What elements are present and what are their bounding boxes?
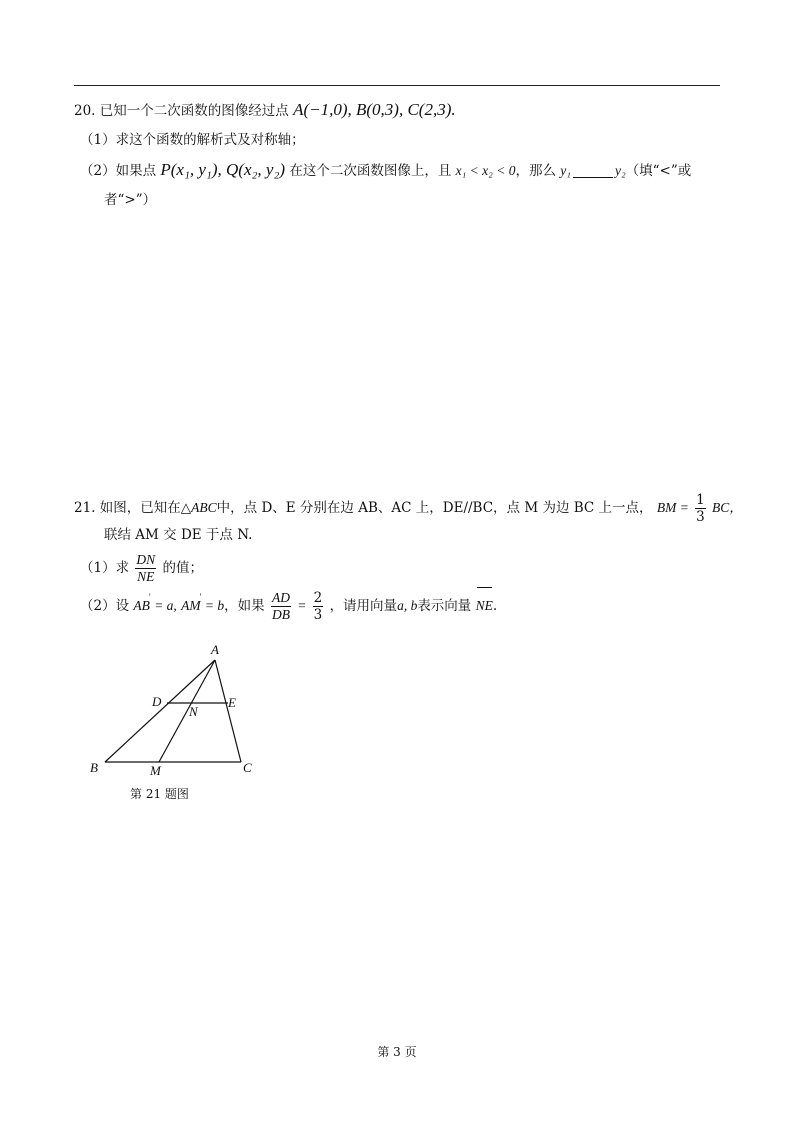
q20-part2 bbox=[80, 160, 691, 181]
q21-ad: AD bbox=[271, 590, 290, 605]
q21-db: DB bbox=[271, 607, 290, 622]
segment-ac bbox=[215, 660, 241, 762]
q21-dn: DN bbox=[136, 552, 156, 567]
q20-number: 20. bbox=[74, 103, 96, 119]
q21-part1-text-b: 的值； bbox=[162, 560, 203, 576]
label-b: B bbox=[90, 760, 98, 775]
label-c: C bbox=[243, 760, 252, 775]
q21-part2-eq-c: = bbox=[297, 598, 307, 613]
q20-part2-text-c: ，那么 bbox=[515, 163, 556, 179]
q20-stem-text: 已知一个二次函数的图像经过点 bbox=[99, 103, 289, 119]
q21-part1 bbox=[80, 550, 203, 586]
q20-part1 bbox=[80, 130, 305, 150]
q21-two-thirds bbox=[313, 590, 324, 623]
label-n: N bbox=[189, 704, 198, 719]
q20-part2-condition: x₁ < x₂ < 0 bbox=[455, 163, 516, 178]
q21-part1-label: （1） bbox=[80, 560, 116, 576]
q20-part2-y2: y₂ bbox=[614, 163, 626, 178]
q21-part2-text-a: 设 bbox=[115, 598, 130, 614]
q21-bm-fraction bbox=[695, 492, 706, 525]
q21-part2-text-b: ，如果 bbox=[224, 598, 265, 614]
q21-bm-eq: BM = bbox=[656, 500, 689, 515]
vector-am: ′ AM bbox=[181, 588, 201, 624]
q21-part2-label: （2） bbox=[80, 598, 116, 614]
q21-part2 bbox=[80, 588, 497, 624]
q21-bm-denominator: 3 bbox=[696, 509, 705, 525]
q21-two: 2 bbox=[313, 590, 323, 606]
header-rule bbox=[74, 85, 720, 86]
q21-part2-text-c: ，请用向量 bbox=[329, 598, 398, 614]
q21-triangle: △ABC bbox=[180, 500, 217, 515]
q21-stem bbox=[74, 490, 743, 526]
q21-part2-ab: a, b bbox=[397, 598, 418, 613]
page-number: 第 3 页 bbox=[377, 1045, 417, 1059]
q21-part2-text-d: 表示向量 bbox=[417, 598, 472, 614]
q21-three: 3 bbox=[313, 607, 323, 623]
label-m: M bbox=[150, 763, 161, 778]
q21-stem-text-c: 联结 AM 交 DE 于点 N. bbox=[104, 527, 253, 543]
label-e: E bbox=[228, 695, 236, 710]
label-a: A bbox=[211, 642, 219, 657]
q21-number: 21. bbox=[74, 500, 96, 516]
q20-part1-text: 求这个函数的解析式及对称轴； bbox=[115, 132, 305, 148]
q21-part1-text-a: 求 bbox=[115, 560, 130, 576]
q20-part2-label: （2） bbox=[80, 163, 116, 179]
q21-dn-ne-fraction bbox=[135, 552, 156, 585]
q20-part2-text-a: 如果点 bbox=[115, 163, 157, 179]
q20-part2-text-d: （填“<”或 bbox=[625, 163, 692, 179]
q21-part2-end: . bbox=[492, 598, 498, 614]
q20-part2-points: P(x₁, y₁), Q(x₂, y₂) bbox=[160, 160, 286, 179]
q21-ad-db-fraction bbox=[271, 590, 291, 623]
q20-part2-continued bbox=[104, 190, 156, 210]
segment-am bbox=[159, 660, 215, 762]
q21-bc: BC， bbox=[712, 500, 743, 515]
q20-part2-text-b: 在这个二次函数图像上，且 bbox=[289, 163, 452, 179]
q20-stem bbox=[74, 100, 456, 121]
q20-points: A(−1,0), B(0,3), C(2,3). bbox=[293, 100, 456, 119]
vector-ab: ′ AB bbox=[133, 588, 150, 624]
q21-part2-eq-a: = a, bbox=[154, 598, 177, 613]
label-d: D bbox=[152, 694, 162, 709]
q21-bm-numerator: 1 bbox=[696, 492, 705, 508]
q20-part1-label: （1） bbox=[80, 132, 116, 148]
q21-part2-eq-b: = b bbox=[204, 598, 225, 613]
q21-ne: NE bbox=[137, 569, 155, 584]
figure-caption: 第 21 题图 bbox=[130, 787, 189, 801]
q21-stem-continued bbox=[104, 525, 252, 545]
vector-ne: NE bbox=[476, 588, 493, 624]
segment-ab bbox=[105, 660, 215, 762]
q21-stem-text-a: 如图，已知在 bbox=[99, 500, 181, 516]
q20-part2-text-e: 者“>”） bbox=[104, 192, 157, 208]
q21-stem-text-b: 中，点 D、E 分别在边 AB、AC 上，DE//BC，点 M 为边 BC 上一点， bbox=[216, 500, 653, 516]
q20-part2-y1: y₁ bbox=[560, 163, 571, 178]
answer-blank[interactable] bbox=[573, 163, 613, 178]
